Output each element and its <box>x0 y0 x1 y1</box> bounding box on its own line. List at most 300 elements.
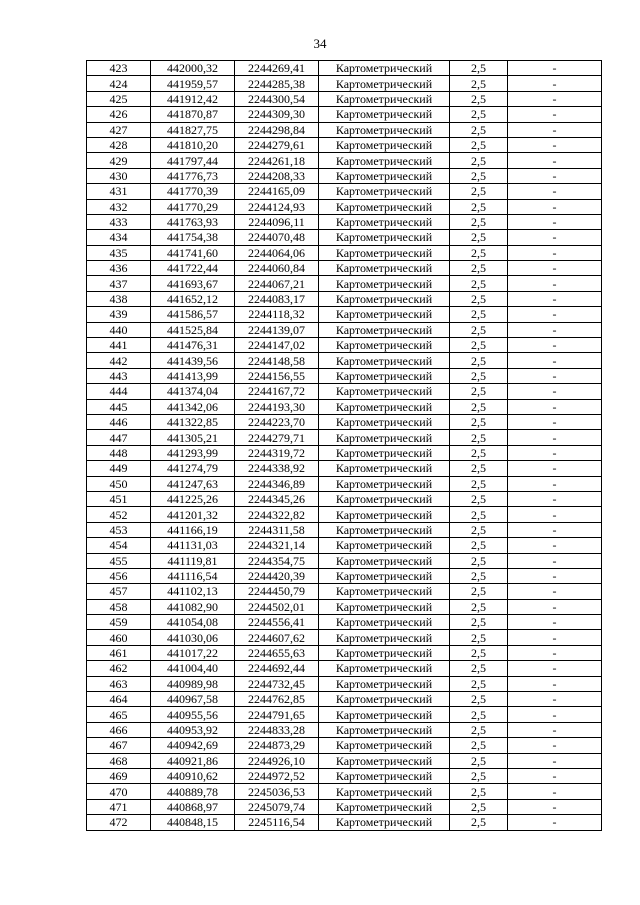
point-number-cell: 470 <box>87 784 151 799</box>
note-cell: - <box>508 692 602 707</box>
y-coordinate-cell: 2244060,84 <box>235 261 319 276</box>
note-cell: - <box>508 753 602 768</box>
accuracy-cell: 2,5 <box>450 168 508 183</box>
accuracy-cell: 2,5 <box>450 491 508 506</box>
y-coordinate-cell: 2244692,44 <box>235 661 319 676</box>
table-row <box>87 91 602 106</box>
method-cell: Картометрический <box>319 584 450 599</box>
x-coordinate-cell: 440868,97 <box>151 799 235 814</box>
table-row <box>87 522 602 537</box>
method-cell: Картометрический <box>319 61 450 76</box>
point-number-cell: 428 <box>87 137 151 152</box>
note-cell: - <box>508 445 602 460</box>
point-number-cell: 461 <box>87 645 151 660</box>
x-coordinate-cell: 441247,63 <box>151 476 235 491</box>
x-coordinate-cell: 441439,56 <box>151 353 235 368</box>
accuracy-cell: 2,5 <box>450 815 508 830</box>
point-number-cell: 446 <box>87 414 151 429</box>
note-cell: - <box>508 645 602 660</box>
x-coordinate-cell: 441017,22 <box>151 645 235 660</box>
point-number-cell: 427 <box>87 122 151 137</box>
point-number-cell: 437 <box>87 276 151 291</box>
method-cell: Картометрический <box>319 522 450 537</box>
x-coordinate-cell: 441776,73 <box>151 168 235 183</box>
method-cell: Картометрический <box>319 199 450 214</box>
x-coordinate-cell: 441870,87 <box>151 107 235 122</box>
point-number-cell: 462 <box>87 661 151 676</box>
accuracy-cell: 2,5 <box>450 384 508 399</box>
y-coordinate-cell: 2244261,18 <box>235 153 319 168</box>
y-coordinate-cell: 2244972,52 <box>235 768 319 783</box>
point-number-cell: 425 <box>87 91 151 106</box>
note-cell: - <box>508 276 602 291</box>
coordinates-table-body <box>87 61 602 831</box>
note-cell: - <box>508 414 602 429</box>
method-cell: Картометрический <box>319 368 450 383</box>
point-number-cell: 467 <box>87 738 151 753</box>
table-row <box>87 615 602 630</box>
table-row <box>87 676 602 691</box>
y-coordinate-cell: 2244118,32 <box>235 307 319 322</box>
method-cell: Картометрический <box>319 430 450 445</box>
method-cell: Картометрический <box>319 768 450 783</box>
method-cell: Картометрический <box>319 538 450 553</box>
accuracy-cell: 2,5 <box>450 107 508 122</box>
method-cell: Картометрический <box>319 91 450 106</box>
note-cell: - <box>508 584 602 599</box>
table-row <box>87 230 602 245</box>
y-coordinate-cell: 2244193,30 <box>235 399 319 414</box>
table-row <box>87 307 602 322</box>
method-cell: Картометрический <box>319 261 450 276</box>
table-row <box>87 153 602 168</box>
accuracy-cell: 2,5 <box>450 476 508 491</box>
table-row <box>87 214 602 229</box>
accuracy-cell: 2,5 <box>450 599 508 614</box>
table-row <box>87 353 602 368</box>
table-row <box>87 445 602 460</box>
accuracy-cell: 2,5 <box>450 753 508 768</box>
x-coordinate-cell: 440921,86 <box>151 753 235 768</box>
y-coordinate-cell: 2244208,33 <box>235 168 319 183</box>
table-row <box>87 661 602 676</box>
y-coordinate-cell: 2244070,48 <box>235 230 319 245</box>
accuracy-cell: 2,5 <box>450 676 508 691</box>
accuracy-cell: 2,5 <box>450 707 508 722</box>
accuracy-cell: 2,5 <box>450 291 508 306</box>
note-cell: - <box>508 137 602 152</box>
point-number-cell: 468 <box>87 753 151 768</box>
point-number-cell: 471 <box>87 799 151 814</box>
point-number-cell: 432 <box>87 199 151 214</box>
method-cell: Картометрический <box>319 307 450 322</box>
y-coordinate-cell: 2244300,54 <box>235 91 319 106</box>
note-cell: - <box>508 707 602 722</box>
method-cell: Картометрический <box>319 353 450 368</box>
note-cell: - <box>508 784 602 799</box>
x-coordinate-cell: 440942,69 <box>151 738 235 753</box>
table-row <box>87 399 602 414</box>
point-number-cell: 466 <box>87 722 151 737</box>
coordinates-table <box>86 60 602 831</box>
accuracy-cell: 2,5 <box>450 76 508 91</box>
note-cell: - <box>508 91 602 106</box>
point-number-cell: 449 <box>87 461 151 476</box>
point-number-cell: 442 <box>87 353 151 368</box>
table-row <box>87 322 602 337</box>
method-cell: Картометрический <box>319 476 450 491</box>
x-coordinate-cell: 441476,31 <box>151 338 235 353</box>
y-coordinate-cell: 2244167,72 <box>235 384 319 399</box>
y-coordinate-cell: 2244791,65 <box>235 707 319 722</box>
x-coordinate-cell: 441342,06 <box>151 399 235 414</box>
y-coordinate-cell: 2244279,71 <box>235 430 319 445</box>
method-cell: Картометрический <box>319 722 450 737</box>
x-coordinate-cell: 440967,58 <box>151 692 235 707</box>
x-coordinate-cell: 441201,32 <box>151 507 235 522</box>
note-cell: - <box>508 199 602 214</box>
method-cell: Картометрический <box>319 707 450 722</box>
point-number-cell: 431 <box>87 184 151 199</box>
x-coordinate-cell: 441763,93 <box>151 214 235 229</box>
point-number-cell: 440 <box>87 322 151 337</box>
accuracy-cell: 2,5 <box>450 784 508 799</box>
table-row <box>87 430 602 445</box>
x-coordinate-cell: 441166,19 <box>151 522 235 537</box>
x-coordinate-cell: 442000,32 <box>151 61 235 76</box>
table-row <box>87 538 602 553</box>
x-coordinate-cell: 441274,79 <box>151 461 235 476</box>
page-number: 34 <box>313 36 327 51</box>
y-coordinate-cell: 2244067,21 <box>235 276 319 291</box>
accuracy-cell: 2,5 <box>450 507 508 522</box>
y-coordinate-cell: 2244298,84 <box>235 122 319 137</box>
note-cell: - <box>508 291 602 306</box>
note-cell: - <box>508 384 602 399</box>
point-number-cell: 453 <box>87 522 151 537</box>
y-coordinate-cell: 2244319,72 <box>235 445 319 460</box>
y-coordinate-cell: 2244732,45 <box>235 676 319 691</box>
accuracy-cell: 2,5 <box>450 430 508 445</box>
x-coordinate-cell: 441322,85 <box>151 414 235 429</box>
note-cell: - <box>508 61 602 76</box>
note-cell: - <box>508 799 602 814</box>
method-cell: Картометрический <box>319 153 450 168</box>
point-number-cell: 439 <box>87 307 151 322</box>
method-cell: Картометрический <box>319 815 450 830</box>
x-coordinate-cell: 441102,13 <box>151 584 235 599</box>
y-coordinate-cell: 2244148,58 <box>235 353 319 368</box>
point-number-cell: 426 <box>87 107 151 122</box>
method-cell: Картометрический <box>319 414 450 429</box>
method-cell: Картометрический <box>319 76 450 91</box>
table-row <box>87 738 602 753</box>
method-cell: Картометрический <box>319 384 450 399</box>
method-cell: Картометрический <box>319 784 450 799</box>
accuracy-cell: 2,5 <box>450 399 508 414</box>
x-coordinate-cell: 441413,99 <box>151 368 235 383</box>
point-number-cell: 423 <box>87 61 151 76</box>
table-row <box>87 199 602 214</box>
accuracy-cell: 2,5 <box>450 692 508 707</box>
y-coordinate-cell: 2244311,58 <box>235 522 319 537</box>
point-number-cell: 429 <box>87 153 151 168</box>
table-row <box>87 107 602 122</box>
note-cell: - <box>508 168 602 183</box>
method-cell: Картометрический <box>319 553 450 568</box>
note-cell: - <box>508 553 602 568</box>
accuracy-cell: 2,5 <box>450 322 508 337</box>
table-row <box>87 630 602 645</box>
accuracy-cell: 2,5 <box>450 199 508 214</box>
y-coordinate-cell: 2244502,01 <box>235 599 319 614</box>
x-coordinate-cell: 441004,40 <box>151 661 235 676</box>
note-cell: - <box>508 599 602 614</box>
note-cell: - <box>508 353 602 368</box>
accuracy-cell: 2,5 <box>450 584 508 599</box>
table-row <box>87 368 602 383</box>
method-cell: Картометрический <box>319 599 450 614</box>
y-coordinate-cell: 2244321,14 <box>235 538 319 553</box>
note-cell: - <box>508 676 602 691</box>
accuracy-cell: 2,5 <box>450 214 508 229</box>
accuracy-cell: 2,5 <box>450 461 508 476</box>
x-coordinate-cell: 441525,84 <box>151 322 235 337</box>
method-cell: Картометрический <box>319 445 450 460</box>
y-coordinate-cell: 2244607,62 <box>235 630 319 645</box>
accuracy-cell: 2,5 <box>450 338 508 353</box>
point-number-cell: 463 <box>87 676 151 691</box>
table-row <box>87 599 602 614</box>
x-coordinate-cell: 441586,57 <box>151 307 235 322</box>
table-row <box>87 491 602 506</box>
point-number-cell: 469 <box>87 768 151 783</box>
accuracy-cell: 2,5 <box>450 153 508 168</box>
x-coordinate-cell: 440989,98 <box>151 676 235 691</box>
note-cell: - <box>508 322 602 337</box>
note-cell: - <box>508 184 602 199</box>
note-cell: - <box>508 399 602 414</box>
point-number-cell: 445 <box>87 399 151 414</box>
x-coordinate-cell: 441030,06 <box>151 630 235 645</box>
method-cell: Картометрический <box>319 753 450 768</box>
method-cell: Картометрический <box>319 399 450 414</box>
note-cell: - <box>508 738 602 753</box>
method-cell: Картометрический <box>319 214 450 229</box>
y-coordinate-cell: 2244269,41 <box>235 61 319 76</box>
note-cell: - <box>508 230 602 245</box>
x-coordinate-cell: 441225,26 <box>151 491 235 506</box>
x-coordinate-cell: 441827,75 <box>151 122 235 137</box>
y-coordinate-cell: 2244556,41 <box>235 615 319 630</box>
y-coordinate-cell: 2244322,82 <box>235 507 319 522</box>
table-row <box>87 815 602 830</box>
y-coordinate-cell: 2244655,63 <box>235 645 319 660</box>
accuracy-cell: 2,5 <box>450 738 508 753</box>
note-cell: - <box>508 153 602 168</box>
x-coordinate-cell: 440953,92 <box>151 722 235 737</box>
x-coordinate-cell: 441810,20 <box>151 137 235 152</box>
note-cell: - <box>508 661 602 676</box>
x-coordinate-cell: 441754,38 <box>151 230 235 245</box>
note-cell: - <box>508 214 602 229</box>
note-cell: - <box>508 368 602 383</box>
method-cell: Картометрический <box>319 615 450 630</box>
table-row <box>87 507 602 522</box>
table-row <box>87 707 602 722</box>
note-cell: - <box>508 722 602 737</box>
accuracy-cell: 2,5 <box>450 245 508 260</box>
note-cell: - <box>508 461 602 476</box>
table-row <box>87 476 602 491</box>
table-row <box>87 122 602 137</box>
point-number-cell: 459 <box>87 615 151 630</box>
point-number-cell: 447 <box>87 430 151 445</box>
table-row <box>87 276 602 291</box>
method-cell: Картометрический <box>319 168 450 183</box>
method-cell: Картометрический <box>319 184 450 199</box>
table-row <box>87 768 602 783</box>
x-coordinate-cell: 441131,03 <box>151 538 235 553</box>
table-row <box>87 799 602 814</box>
table-row <box>87 338 602 353</box>
x-coordinate-cell: 441054,08 <box>151 615 235 630</box>
note-cell: - <box>508 76 602 91</box>
table-row <box>87 184 602 199</box>
y-coordinate-cell: 2244165,09 <box>235 184 319 199</box>
point-number-cell: 436 <box>87 261 151 276</box>
note-cell: - <box>508 615 602 630</box>
x-coordinate-cell: 440889,78 <box>151 784 235 799</box>
note-cell: - <box>508 122 602 137</box>
table-row <box>87 722 602 737</box>
table-row <box>87 753 602 768</box>
table-row <box>87 384 602 399</box>
table-row <box>87 692 602 707</box>
y-coordinate-cell: 2244926,10 <box>235 753 319 768</box>
accuracy-cell: 2,5 <box>450 91 508 106</box>
point-number-cell: 435 <box>87 245 151 260</box>
method-cell: Картометрический <box>319 245 450 260</box>
x-coordinate-cell: 441912,42 <box>151 91 235 106</box>
method-cell: Картометрический <box>319 799 450 814</box>
x-coordinate-cell: 441797,44 <box>151 153 235 168</box>
method-cell: Картометрический <box>319 676 450 691</box>
y-coordinate-cell: 2244354,75 <box>235 553 319 568</box>
y-coordinate-cell: 2245079,74 <box>235 799 319 814</box>
accuracy-cell: 2,5 <box>450 553 508 568</box>
method-cell: Картометрический <box>319 230 450 245</box>
point-number-cell: 441 <box>87 338 151 353</box>
point-number-cell: 450 <box>87 476 151 491</box>
accuracy-cell: 2,5 <box>450 122 508 137</box>
accuracy-cell: 2,5 <box>450 522 508 537</box>
accuracy-cell: 2,5 <box>450 445 508 460</box>
x-coordinate-cell: 441374,04 <box>151 384 235 399</box>
y-coordinate-cell: 2244279,61 <box>235 137 319 152</box>
note-cell: - <box>508 630 602 645</box>
y-coordinate-cell: 2244096,11 <box>235 214 319 229</box>
x-coordinate-cell: 441741,60 <box>151 245 235 260</box>
table-row <box>87 245 602 260</box>
table-row <box>87 414 602 429</box>
note-cell: - <box>508 430 602 445</box>
table-row <box>87 61 602 76</box>
y-coordinate-cell: 2244147,02 <box>235 338 319 353</box>
method-cell: Картометрический <box>319 630 450 645</box>
x-coordinate-cell: 441722,44 <box>151 261 235 276</box>
point-number-cell: 434 <box>87 230 151 245</box>
note-cell: - <box>508 507 602 522</box>
method-cell: Картометрический <box>319 738 450 753</box>
note-cell: - <box>508 815 602 830</box>
note-cell: - <box>508 768 602 783</box>
note-cell: - <box>508 261 602 276</box>
accuracy-cell: 2,5 <box>450 568 508 583</box>
note-cell: - <box>508 568 602 583</box>
table-row <box>87 261 602 276</box>
method-cell: Картометрический <box>319 291 450 306</box>
y-coordinate-cell: 2244762,85 <box>235 692 319 707</box>
method-cell: Картометрический <box>319 645 450 660</box>
note-cell: - <box>508 307 602 322</box>
note-cell: - <box>508 522 602 537</box>
point-number-cell: 451 <box>87 491 151 506</box>
point-number-cell: 443 <box>87 368 151 383</box>
note-cell: - <box>508 538 602 553</box>
point-number-cell: 438 <box>87 291 151 306</box>
accuracy-cell: 2,5 <box>450 799 508 814</box>
point-number-cell: 433 <box>87 214 151 229</box>
y-coordinate-cell: 2244338,92 <box>235 461 319 476</box>
table-row <box>87 568 602 583</box>
y-coordinate-cell: 2244420,39 <box>235 568 319 583</box>
note-cell: - <box>508 338 602 353</box>
point-number-cell: 448 <box>87 445 151 460</box>
method-cell: Картометрический <box>319 661 450 676</box>
y-coordinate-cell: 2245036,53 <box>235 784 319 799</box>
accuracy-cell: 2,5 <box>450 61 508 76</box>
x-coordinate-cell: 441693,67 <box>151 276 235 291</box>
y-coordinate-cell: 2244309,30 <box>235 107 319 122</box>
table-row <box>87 137 602 152</box>
method-cell: Картометрический <box>319 107 450 122</box>
method-cell: Картометрический <box>319 122 450 137</box>
x-coordinate-cell: 440848,15 <box>151 815 235 830</box>
note-cell: - <box>508 491 602 506</box>
point-number-cell: 424 <box>87 76 151 91</box>
method-cell: Картометрический <box>319 692 450 707</box>
accuracy-cell: 2,5 <box>450 137 508 152</box>
accuracy-cell: 2,5 <box>450 261 508 276</box>
accuracy-cell: 2,5 <box>450 661 508 676</box>
point-number-cell: 430 <box>87 168 151 183</box>
note-cell: - <box>508 476 602 491</box>
note-cell: - <box>508 107 602 122</box>
method-cell: Картометрический <box>319 568 450 583</box>
table-row <box>87 645 602 660</box>
point-number-cell: 458 <box>87 599 151 614</box>
y-coordinate-cell: 2244873,29 <box>235 738 319 753</box>
table-row <box>87 553 602 568</box>
accuracy-cell: 2,5 <box>450 307 508 322</box>
point-number-cell: 444 <box>87 384 151 399</box>
accuracy-cell: 2,5 <box>450 368 508 383</box>
accuracy-cell: 2,5 <box>450 615 508 630</box>
y-coordinate-cell: 2244285,38 <box>235 76 319 91</box>
table-row <box>87 291 602 306</box>
note-cell: - <box>508 245 602 260</box>
